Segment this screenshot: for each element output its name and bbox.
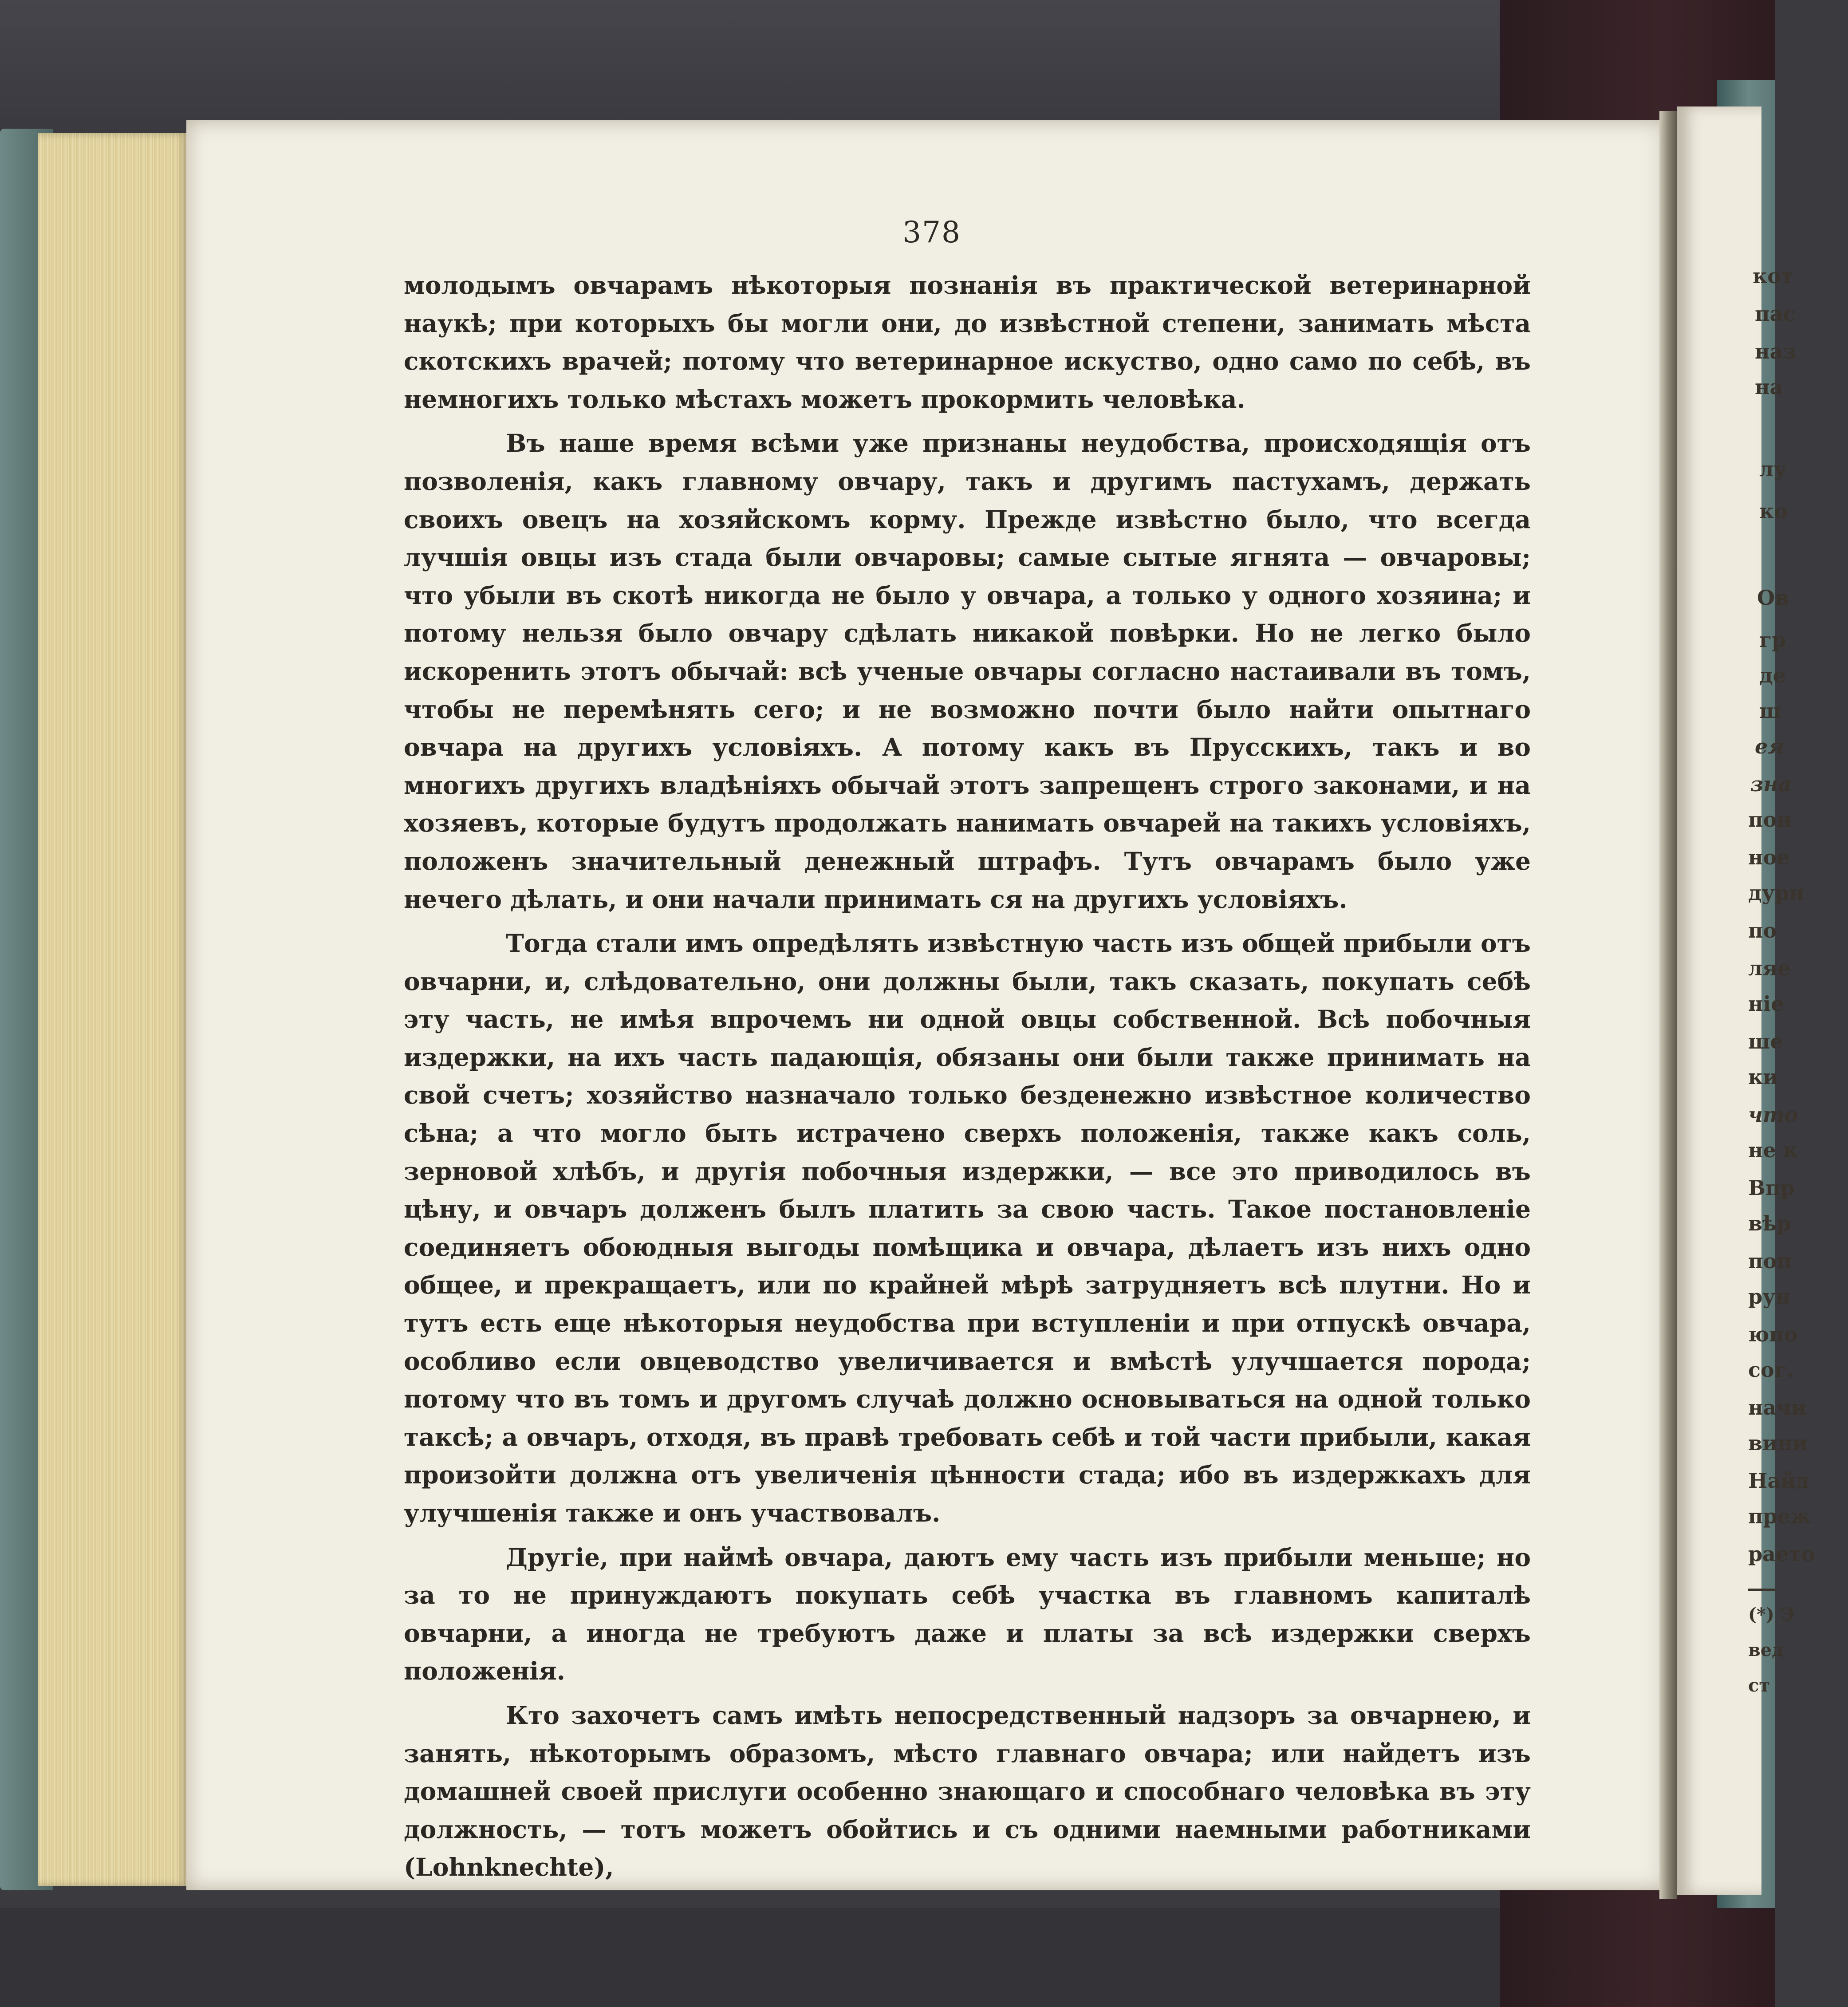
facing-text-fragment: пон [1748, 808, 1792, 832]
paragraph: Въ наше время всѣми уже признаны неудобства, происходящія отъ позволенія, какъ главному овчару, такъ и другимъ пастухамъ, держать своихъ овецъ на хозяйскомъ корму. Прежде извѣстно было, что всегда лучшія овцы изъ стада были овчаровы; самые сытые ягнята — овчаровы; что убыли въ скотѣ никогда не было у овчара, а только у одного хозяина; и потому нельзя было овчару сдѣлать никакой повѣрки. Но не легко было искоренить этотъ обычай: всѣ ученые овчары согласно настаивали въ томъ, чтобы не перемѣнять сего; и не возможно почти было найти опытнаго овчара на другихъ условіяхъ. А потому какъ въ Прусскихъ, такъ и во многихъ другихъ владѣніяхъ обычай этотъ запрещенъ строго законами, и на хозяевъ, которые будутъ продолжать нанимать овчарей на такихъ условіяхъ, положенъ значительный денежный штрафъ. Тутъ овчарамъ было уже нечего дѣлать, и они начали принимать ся на другихъ условіяхъ. [404, 429, 1531, 914]
facing-text-fragment: раето [1748, 1542, 1815, 1566]
facing-text-fragment: вед [1748, 1640, 1784, 1660]
page-text [404, 266, 1531, 1893]
facing-text-fragment: пас [1755, 302, 1796, 326]
facing-text-fragment: поп [1748, 1249, 1792, 1273]
footnote-rule [1748, 1589, 1775, 1591]
facing-text-fragment: ше [1748, 1029, 1783, 1053]
facing-text-fragment: Найд [1748, 1469, 1810, 1493]
book-gutter [1659, 111, 1677, 1899]
facing-text-fragment: юпо [1748, 1322, 1798, 1346]
facing-text-fragment: рун [1748, 1285, 1791, 1309]
page-edges [38, 133, 189, 1886]
facing-text-fragment: по [1748, 919, 1777, 942]
facing-text-fragment: на [1755, 375, 1783, 399]
facing-text-fragment: ш [1759, 699, 1781, 723]
facing-text-fragment: ко [1759, 499, 1788, 523]
paragraph: Другіе, при наймѣ овчара, даютъ ему часть изъ прибыли меньше; но за то не принуждаютъ покупать себѣ участка въ главномъ капиталѣ овчарни, а иногда не требуютъ даже и платы за всѣ издержки сверхъ положенія. [404, 1542, 1531, 1686]
facing-text-fragment: вѣр [1748, 1211, 1791, 1235]
facing-text-fragment: де [1759, 663, 1786, 687]
facing-text-fragment: Ов [1757, 586, 1789, 610]
facing-text-fragment: сог. [1748, 1358, 1794, 1382]
facing-text-fragment: что [1748, 1103, 1798, 1127]
facing-text-fragment: ки [1748, 1065, 1778, 1089]
facing-text-fragment: начи [1748, 1396, 1807, 1419]
page-number: 378 [902, 215, 961, 249]
paragraph: Кто захочетъ самъ имѣть непосредственный надзоръ за овчарнею, и занять, нѣкоторымъ образомъ, мѣсто главнаго овчара; или найдетъ изъ домашней своей прислуги особенно знающаго и способнаго человѣка въ эту должность, — тотъ можетъ обойтись и съ одними наемными работниками (Lohnknechte), [404, 1700, 1531, 1882]
facing-text-fragment: лу [1759, 457, 1787, 481]
facing-text-fragment: ное [1748, 845, 1790, 869]
facing-text-fragment: зна [1750, 772, 1792, 796]
facing-text-fragment: ст [1748, 1675, 1770, 1696]
facing-text-fragment: ніе [1748, 992, 1784, 1016]
facing-text-fragment: (*) Э [1748, 1604, 1795, 1625]
facing-text-fragment: дурн [1748, 881, 1804, 905]
facing-text-fragment: ея [1755, 734, 1784, 758]
facing-text-fragment: вини [1748, 1431, 1808, 1455]
paragraph: молодымъ овчарамъ нѣкоторыя познанія въ практической ветеринарной наукѣ; при которыхъ бы могли они, до извѣстной степени, занимать мѣста скотскихъ врачей; потому что ветеринарное искуство, одно само по себѣ, въ немногихъ только мѣстахъ можетъ прокормить человѣка. [404, 271, 1531, 414]
facing-text-fragment: гр [1759, 628, 1786, 652]
facing-text-fragment: не к [1748, 1138, 1798, 1162]
facing-text-fragment: Впр [1748, 1176, 1795, 1200]
facing-text-fragment: ляе [1748, 956, 1791, 980]
left-page [186, 120, 1677, 1890]
facing-text-fragment: кот [1753, 264, 1794, 288]
facing-text-fragment: преж [1748, 1504, 1811, 1528]
facing-text-fragment: наз [1755, 339, 1796, 363]
paragraph: Тогда стали имъ опредѣлять извѣстную часть изъ общей прибыли отъ овчарни, и, слѣдовательно, они должны были, такъ сказать, покупать себѣ эту часть, не имѣя впрочемъ ни одной овцы собственной. Всѣ побочныя издержки, на ихъ часть падающія, обязаны они были также принимать на свой счетъ; хозяйство назначало только безденежно извѣстное количество сѣна; а что могло быть истрачено сверхъ положенія, также какъ соль, зерновой хлѣбъ, и другія побочныя издержки, — все это приводилось въ цѣну, и овчаръ долженъ былъ платить за свою часть. Такое постановленіе соединяетъ обоюдныя выгоды помѣщика и овчара, дѣлаетъ изъ нихъ одно общее, и прекращаетъ, или по крайней мѣрѣ затрудняетъ всѣ плутни. Но и тутъ есть еще нѣкоторыя неудобства при вступленіи и при отпускѣ овчара, особливо если овцеводство увеличивается и вмѣстѣ улучшается порода; потому что въ томъ и другомъ случаѣ должно основываться на одной только таксѣ; а овчаръ, отходя, въ правѣ требовать себѣ и той части прибыли, какая произойти должна отъ увеличенія цѣнности стада; ибо въ издержкахъ для улучшенія также и онъ участвовалъ. [404, 929, 1531, 1527]
facing-page [1677, 106, 1815, 1895]
